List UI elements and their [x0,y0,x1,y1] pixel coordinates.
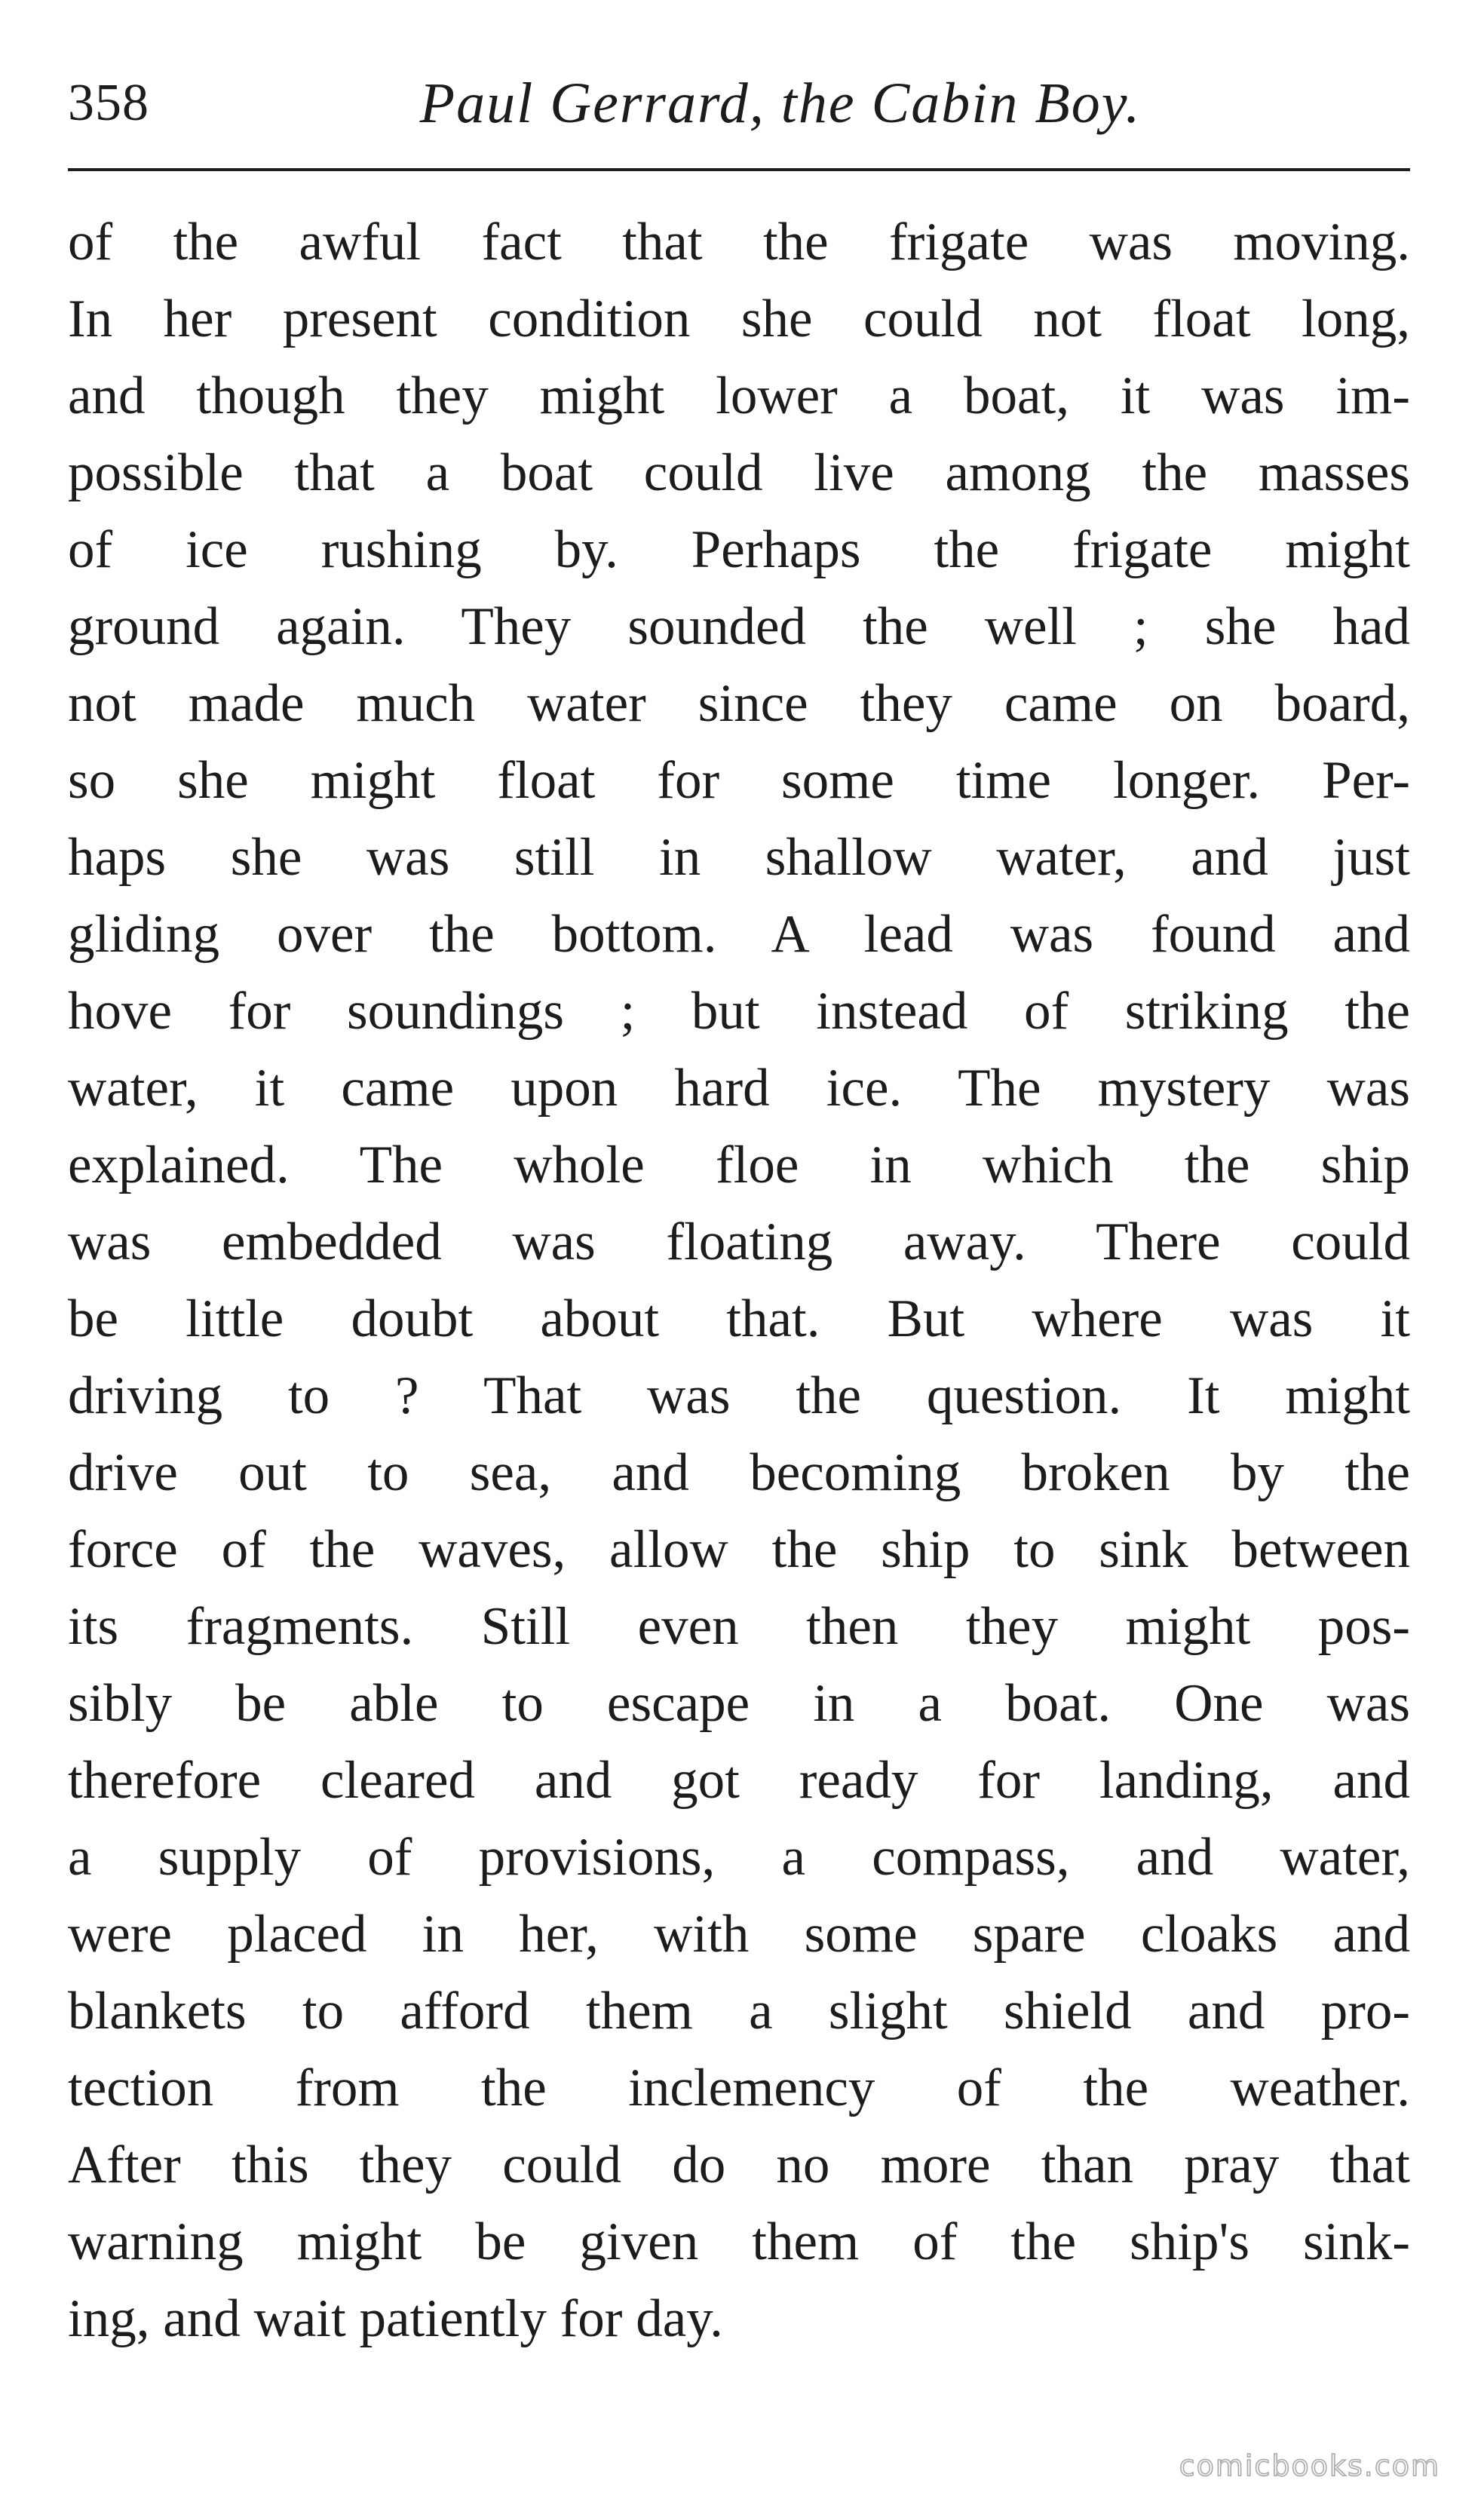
text-line: tection from the inclemency of the weather. [68,2059,1410,2117]
text-line: of the awful fact that the frigate was moving. [68,213,1410,271]
text-line: its fragments. Still even then they might pos- [68,1597,1410,1656]
text-line: of ice rushing by. Perhaps the frigate might [68,520,1410,579]
text-line: haps she was still in shallow water, and just [68,828,1410,887]
body-text [68,204,1410,2357]
text-line: hove for soundings ; but instead of striking the [68,982,1410,1041]
text-line: sibly be able to escape in a boat. One was [68,1674,1410,1733]
text-line: so she might float for some time longer. Per- [68,751,1410,810]
header-rule [68,168,1410,171]
running-title: Paul Gerrard, the Cabin Boy. [419,72,1142,135]
text-line: ground again. They sounded the well ; she had [68,597,1410,656]
text-line: After this they could do no more than pray that [68,2136,1410,2194]
text-line: explained. The whole floe in which the ship [68,1136,1410,1194]
text-line: possible that a boat could live among the masses [68,443,1410,502]
text-line: not made much water since they came on board, [68,674,1410,733]
page-number: 358 [68,74,149,132]
text-line: be little doubt about that. But where was it [68,1289,1410,1348]
text-line: gliding over the bottom. A lead was found and [68,905,1410,964]
page-header [68,62,1410,145]
watermark: comicbooks.com [1179,2449,1440,2482]
text-line: and though they might lower a boat, it was im- [68,366,1410,425]
text-line: blankets to afford them a slight shield and pro- [68,1982,1410,2040]
text-line: In her present condition she could not float long, [68,290,1410,348]
text-line: driving to ? That was the question. It might [68,1366,1410,1425]
text-line: ing, and wait patiently for day. [68,2289,723,2348]
text-line: water, it came upon hard ice. The mystery was [68,1059,1410,1118]
text-line: was embedded was floating away. There could [68,1213,1410,1271]
text-line: warning might be given them of the ship's sink- [68,2212,1410,2271]
text-line: a supply of provisions, a compass, and water, [68,1828,1410,1887]
text-line: drive out to sea, and becoming broken by the [68,1443,1410,1502]
text-line: were placed in her, with some spare cloaks and [68,1905,1410,1964]
text-line: force of the waves, allow the ship to sink between [68,1520,1410,1579]
text-line: therefore cleared and got ready for landing, and [68,1751,1410,1810]
